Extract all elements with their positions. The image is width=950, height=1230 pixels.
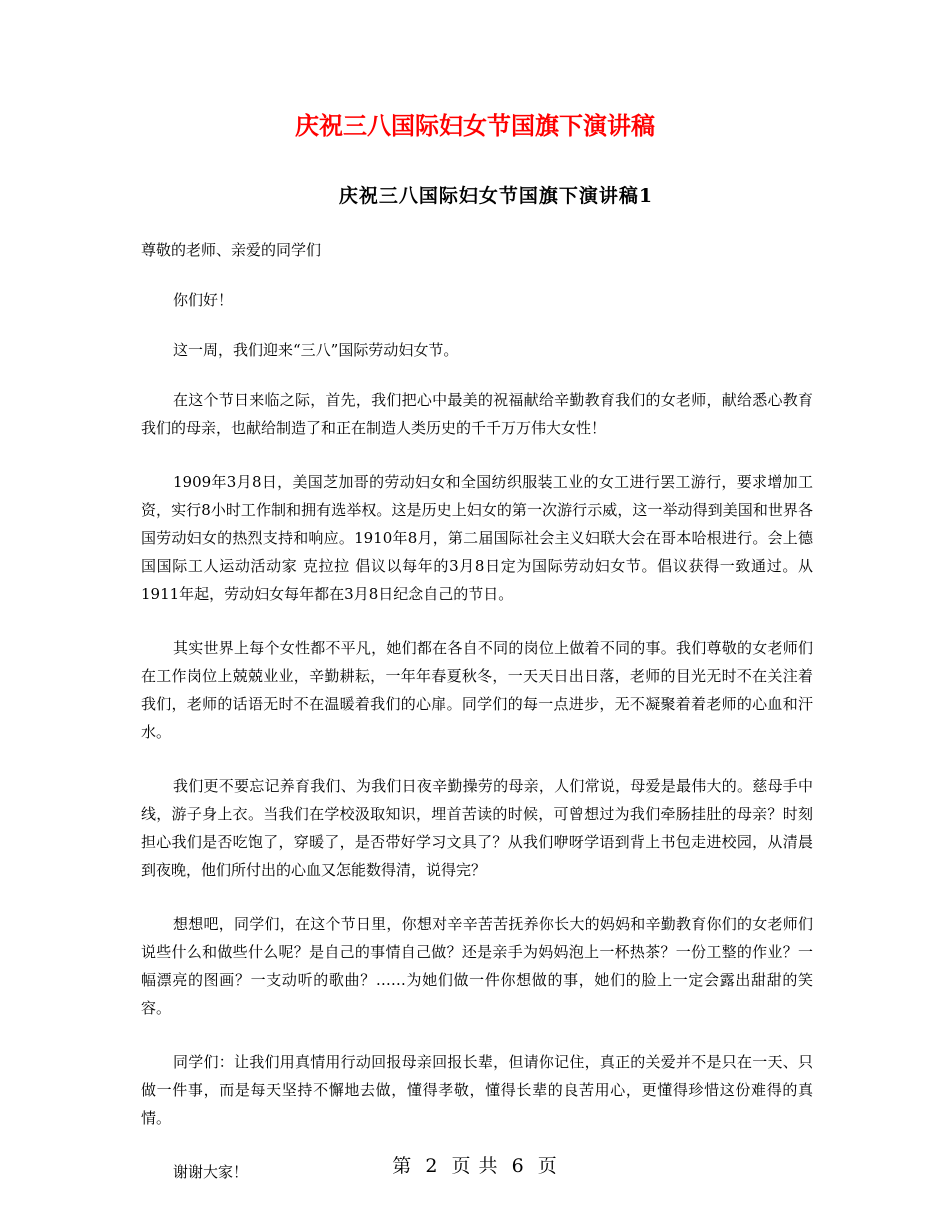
document-subtitle: 庆祝三八国际妇女节国旗下演讲稿1 xyxy=(338,185,654,207)
document-body xyxy=(141,236,813,1212)
paragraph-thanks: 谢谢大家！ xyxy=(173,1163,249,1181)
page-total: 6 xyxy=(511,1155,525,1177)
paragraph-intro: 这一周，我们迎来“三八”国际劳动妇女节。 xyxy=(173,341,459,359)
page-number: 2 xyxy=(425,1155,439,1177)
paragraph-call-to-action: 同学们：让我们用真情用行动回报母亲回报长辈，但请你记住，真正的关爱并不是只在一天、只做一件事，而是每天坚持不懈地去做，懂得孝敬，懂得长辈的良苦用心，更懂得珍惜这份难得的真情。 xyxy=(141,1053,813,1127)
document-title: 庆祝三八国际妇女节国旗下演讲稿 xyxy=(295,112,655,140)
page-label-mid: 页 共 xyxy=(451,1155,499,1177)
paragraph-blessing: 在这个节日来临之际，首先，我们把心中最美的祝福献给辛勤教育我们的女老师，献给悉心教育我们的母亲，也献给制造了和正在制造人类历史的千千万万伟大女性！ xyxy=(141,391,813,437)
paragraph-greeting: 你们好！ xyxy=(173,291,234,309)
salutation: 尊敬的老师、亲爱的同学们 xyxy=(141,241,322,259)
paragraph-mothers: 我们更不要忘记养育我们、为我们日夜辛勤操劳的母亲，人们常说，母爱是最伟大的。慈母手中线，游子身上衣。当我们在学校汲取知识，埋首苦读的时候，可曾想过为我们牵肠挂肚的母亲？时刻担心我们是否吃饱了，穿暖了，是否带好学习文具了？从我们咿呀学语到背上书包走进校园，从清晨到夜晚，他们所付出的心血又怎能数得清，说得完？ xyxy=(141,777,813,879)
page-label-suffix: 页 xyxy=(537,1155,558,1177)
paragraph-history: 1909年3月8日，美国芝加哥的劳动妇女和全国纺织服装工业的女工进行罢工游行，要求增加工资，实行8小时工作制和拥有选举权。这是历史上妇女的第一次游行示威，这一举动得到美国和世界各国劳动妇女的热烈支持和响应。1910年8月，第二届国际社会主义妇联大会在哥本哈根进行。会上德国国际工人运动活动家 克拉拉 倡议以每年的3月8日定为国际劳动妇女节。倡议获得一致通过。从1911年起，劳动妇女每年都在3月8日纪念自己的节日。 xyxy=(141,473,813,603)
page-label-prefix: 第 xyxy=(392,1155,413,1177)
paragraph-reflection: 想想吧，同学们，在这个节日里，你想对辛辛苦苦抚养你长大的妈妈和辛勤教育你们的女老师们说些什么和做些什么呢？是自己的事情自己做？还是亲手为妈妈泡上一杯热茶？一份工整的作业？一幅漂亮的图画？一支动听的歌曲？……为她们做一件你想做的事，她们的脸上一定会露出甜甜的笑容。 xyxy=(141,915,813,1017)
paragraph-teachers: 其实世界上每个女性都不平凡，她们都在各自不同的岗位上做着不同的事。我们尊敬的女老师们在工作岗位上兢兢业业，辛勤耕耘，一年年春夏秋冬，一天天日出日落，老师的目光无时不在关注着我们，老师的话语无时不在温暖着我们的心扉。同学们的每一点进步，无不凝聚着着老师的心血和汗水。 xyxy=(141,639,813,741)
page-footer xyxy=(0,1152,950,1180)
